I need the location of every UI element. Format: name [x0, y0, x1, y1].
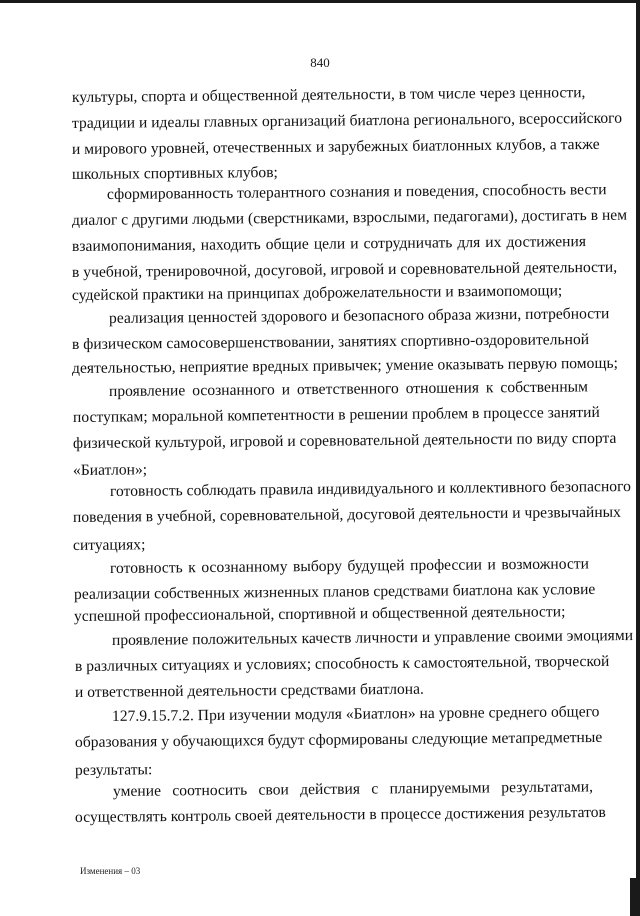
text-line: поведения в учебной, соревновательной, досуговой деятельности и чрезвычайных — [72, 503, 621, 526]
footer-revision: Изменения – 03 — [80, 866, 141, 876]
text-line: реализации собственных жизненных планов средствами биатлона как условие — [73, 580, 596, 603]
text-line: готовность соблюдать правила индивидуального и коллективного безопасного — [109, 478, 631, 500]
text-line: диалог с другими людьми (сверстниками, взрослыми, педагогами), достигать в нем — [71, 206, 628, 229]
text-line: культуры, спорта и общественной деятельности, в том числе через ценности, — [71, 84, 586, 106]
text-line: традиции и идеалы главных организаций биатлона регионального, всероссийского — [71, 109, 623, 132]
text-line: в различных ситуациях и условиях; способность к самостоятельной, творческой — [74, 652, 610, 675]
text-line: умение соотносить свои действия с планируемыми результатами, — [112, 778, 594, 800]
text-line: реализация ценностей здорового и безопасного образа жизни, потребности — [108, 305, 610, 327]
text-line: судейской практики на принципах доброжелательности и взаимопомощи; — [71, 282, 563, 304]
text-line: готовность к осознанному выбору будущей профессии и возможности — [109, 555, 590, 577]
text-line: и ответственной деятельности средствами биатлона. — [74, 680, 425, 701]
text-line: школьных спортивных клубов; — [71, 164, 278, 183]
text-line: взаимопонимания, находить общие цели и сотрудничать для их достижения — [71, 233, 587, 255]
text-line: проявление осознанного и ответственного отношения к собственным — [108, 378, 589, 400]
text-line: деятельностью, неприятие вредных привычек; умение оказывать первую помощь; — [71, 354, 618, 377]
text-line: результаты: — [74, 761, 153, 779]
text-line: 127.9.15.7.2. При изучении модуля «Биатлон» на уровне среднего общего — [111, 703, 600, 725]
text-line: «Биатлон»; — [72, 461, 148, 479]
text-line: в физическом самосовершенствовании, занятиях спортивно-оздоровительной — [71, 331, 590, 353]
text-line: успешной профессиональной, спортивной и общественной деятельности; — [73, 603, 566, 625]
text-line: сформированность толерантного сознания и поведения, способность вести — [106, 181, 607, 203]
text-line: в учебной, тренировочной, досуговой, игровой и соревновательной деятельности, — [71, 258, 618, 281]
text-line: поступкам; моральной компетентности в решении проблем в процессе занятий — [72, 403, 600, 426]
scan-edge-corner — [630, 878, 640, 916]
text-line: физической культурой, игровой и соревновательной деятельности по виду спорта — [72, 429, 617, 452]
text-line: образования у обучающихся будут сформированы следующие метапредметные — [74, 728, 603, 751]
text-line: осуществлять контроль своей деятельности в процессе достижения результатов — [74, 803, 606, 826]
scan-edge-top — [0, 0, 640, 3]
text-line: проявление положительных качеств личности и управление своими эмоциями — [111, 626, 634, 649]
text-line: ситуациях; — [72, 536, 146, 554]
scan-edge-right — [636, 0, 640, 916]
text-line: и мирового уровней, отечественных и зарубежных биатлонных клубов, а также — [71, 135, 600, 158]
page-number: 840 — [310, 55, 330, 70]
